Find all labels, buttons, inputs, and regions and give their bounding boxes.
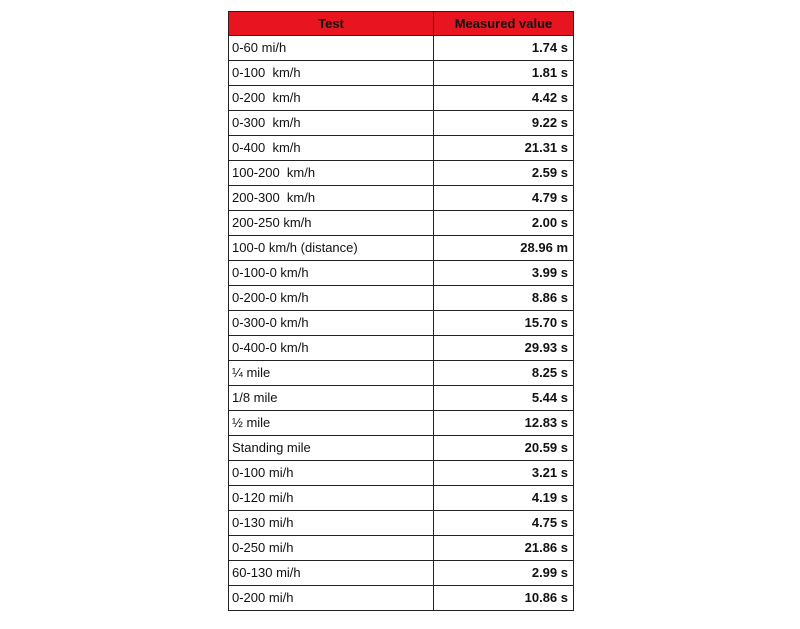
table-row <box>229 311 574 336</box>
measured-value-cell: 1.74 s <box>434 36 574 61</box>
table-row <box>229 386 574 411</box>
table-row <box>229 361 574 386</box>
table-row <box>229 186 574 211</box>
test-name-cell: 0-300 km/h <box>229 111 434 136</box>
measured-value-cell: 8.25 s <box>434 361 574 386</box>
table-row <box>229 336 574 361</box>
table-row <box>229 136 574 161</box>
test-name-cell: 0-130 mi/h <box>229 511 434 536</box>
test-name-cell: 1/8 mile <box>229 386 434 411</box>
measured-value-cell: 4.42 s <box>434 86 574 111</box>
test-name-cell: 0-200-0 km/h <box>229 286 434 311</box>
test-name-cell: 100-200 km/h <box>229 161 434 186</box>
test-name-cell: 0-400 km/h <box>229 136 434 161</box>
table-row <box>229 286 574 311</box>
test-name-cell: Standing mile <box>229 436 434 461</box>
test-name-cell: 0-200 mi/h <box>229 586 434 611</box>
test-name-cell: 0-100-0 km/h <box>229 261 434 286</box>
table-row <box>229 411 574 436</box>
test-name-cell: 60-130 mi/h <box>229 561 434 586</box>
measured-value-cell: 1.81 s <box>434 61 574 86</box>
test-name-cell: 0-100 km/h <box>229 61 434 86</box>
test-name-cell: 0-120 mi/h <box>229 486 434 511</box>
test-name-cell: 0-200 km/h <box>229 86 434 111</box>
measured-value-cell: 21.31 s <box>434 136 574 161</box>
measured-value-cell: 4.75 s <box>434 511 574 536</box>
table-row <box>229 586 574 611</box>
measured-value-cell: 29.93 s <box>434 336 574 361</box>
table-row <box>229 236 574 261</box>
table-body <box>229 36 574 611</box>
measured-value-cell: 2.59 s <box>434 161 574 186</box>
test-name-cell: 0-250 mi/h <box>229 536 434 561</box>
table-header-row <box>229 12 574 36</box>
test-name-cell: 200-300 km/h <box>229 186 434 211</box>
measured-value-cell: 21.86 s <box>434 536 574 561</box>
measured-value-cell: 12.83 s <box>434 411 574 436</box>
column-header-measured-value: Measured value <box>434 12 574 36</box>
table-row <box>229 261 574 286</box>
measured-value-cell: 15.70 s <box>434 311 574 336</box>
results-table-container <box>228 11 573 611</box>
table-row <box>229 111 574 136</box>
test-name-cell: ¼ mile <box>229 361 434 386</box>
test-name-cell: 100-0 km/h (distance) <box>229 236 434 261</box>
table-row <box>229 161 574 186</box>
table-row <box>229 86 574 111</box>
test-name-cell: ½ mile <box>229 411 434 436</box>
measured-value-cell: 5.44 s <box>434 386 574 411</box>
measured-value-cell: 10.86 s <box>434 586 574 611</box>
test-name-cell: 200-250 km/h <box>229 211 434 236</box>
table-row <box>229 561 574 586</box>
measured-value-cell: 9.22 s <box>434 111 574 136</box>
test-name-cell: 0-100 mi/h <box>229 461 434 486</box>
table-row <box>229 511 574 536</box>
test-name-cell: 0-60 mi/h <box>229 36 434 61</box>
column-header-test: Test <box>229 12 434 36</box>
table-row <box>229 436 574 461</box>
measured-value-cell: 3.99 s <box>434 261 574 286</box>
measured-value-cell: 4.79 s <box>434 186 574 211</box>
table-row <box>229 536 574 561</box>
measured-value-cell: 4.19 s <box>434 486 574 511</box>
measured-value-cell: 28.96 m <box>434 236 574 261</box>
table-row <box>229 36 574 61</box>
measured-value-cell: 2.99 s <box>434 561 574 586</box>
measured-value-cell: 20.59 s <box>434 436 574 461</box>
table-row <box>229 211 574 236</box>
measured-value-cell: 2.00 s <box>434 211 574 236</box>
table-row <box>229 61 574 86</box>
table-row <box>229 486 574 511</box>
results-table <box>228 11 574 611</box>
measured-value-cell: 3.21 s <box>434 461 574 486</box>
test-name-cell: 0-400-0 km/h <box>229 336 434 361</box>
measured-value-cell: 8.86 s <box>434 286 574 311</box>
table-row <box>229 461 574 486</box>
test-name-cell: 0-300-0 km/h <box>229 311 434 336</box>
